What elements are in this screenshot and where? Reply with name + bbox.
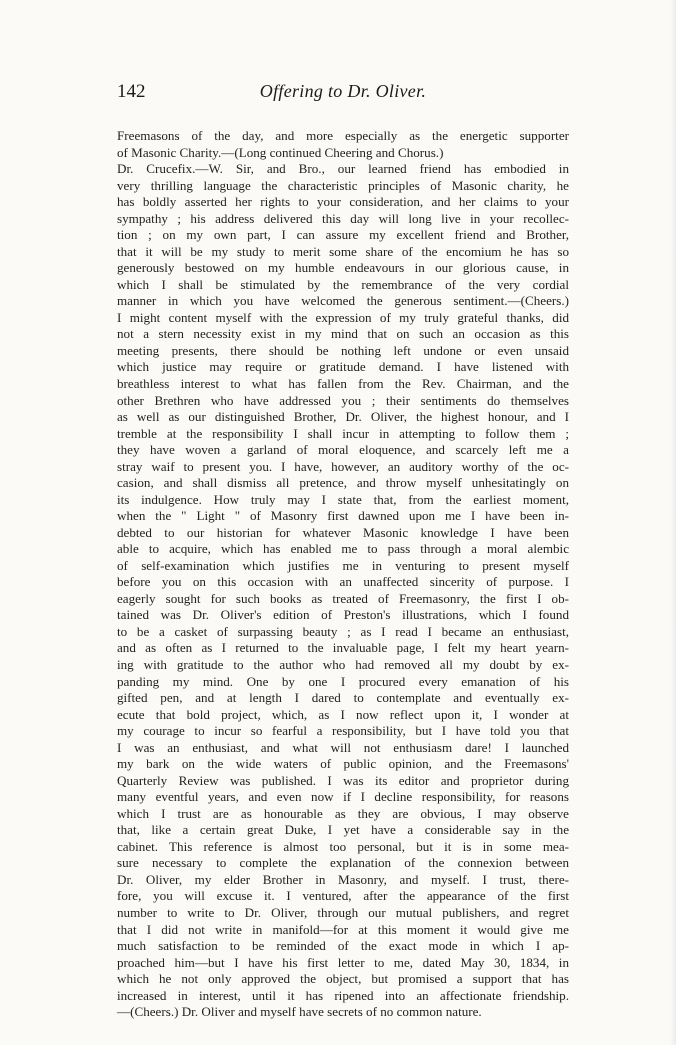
body-text (117, 128, 569, 1021)
text-line: sure necessary to complete the explanation of the connexion between (117, 855, 569, 871)
text-line: eagerly sought for such books as treated of Freemasonry, the first I ob- (117, 590, 569, 606)
text-line: that I did not write in manifold—for at this moment it would give me (117, 921, 569, 937)
text-line: fore, you will excuse it. I ventured, after the appearance of the first (117, 888, 569, 904)
text-line: very thrilling language the characteristic principles of Masonic charity, he (117, 177, 569, 193)
text-line: proached him—but I have his first letter to me, dated May 30, 1834, in (117, 954, 569, 970)
text-line: to be a casket of surpassing beauty ; as I read I became an enthusiast, (117, 623, 569, 639)
text-line: sympathy ; his address delivered this day will long live in your recollec- (117, 210, 569, 226)
text-line: able to acquire, which has enabled me to pass through a moral alembic (117, 541, 569, 557)
text-line: ing with gratitude to the author who had removed all my doubt by ex- (117, 657, 569, 672)
text-line: that, like a certain great Duke, I yet have a considerable say in the (117, 822, 569, 838)
text-line: —(Cheers.) Dr. Oliver and myself have secrets of no common nature. (117, 1004, 482, 1020)
text-line: has boldly asserted her rights to your consideration, and her claims to your (117, 194, 569, 210)
text-line: which justice may require or gratitude demand. I have listened with (117, 359, 569, 375)
text-line: Freemasons of the day, and more especially as the energetic supporter (117, 128, 569, 143)
text-line: tained was Dr. Oliver's edition of Preston's illustrations, which I found (117, 607, 569, 623)
text-line: of Masonic Charity.—(Long continued Cheering and Chorus.) (117, 144, 444, 160)
text-line: my bark on the wide waters of public opinion, and the Freemasons' (117, 756, 569, 772)
text-line: cabinet. This reference is almost too personal, but it is in some mea- (117, 838, 569, 854)
text-line: before you on this occasion with an unaffected sincerity of purpose. I (117, 574, 569, 590)
text-line: when the " Light " of Masonry first dawned upon me I have been in- (117, 508, 569, 524)
text-line: meeting presents, there should be nothing left undone or even unsaid (117, 342, 569, 358)
page-number: 142 (117, 81, 146, 102)
text-line: manner in which you have welcomed the generous sentiment.—(Cheers.) (117, 293, 569, 309)
text-line: as well as our distinguished Brother, Dr. Oliver, the highest honour, and I (117, 409, 569, 425)
text-line: ecute that bold project, which, as I now reflect upon it, I wonder at (117, 706, 569, 722)
text-line: increased in interest, until it has ripened into an affectionate friendship. (117, 987, 569, 1003)
text-line: debted to our historian for whatever Masonic knowledge I have been (117, 524, 569, 540)
text-line: and as often as I returned to the invaluable page, I felt my heart yearn- (117, 640, 569, 656)
text-line: gifted pen, and at length I dared to contemplate and eventually ex- (117, 690, 569, 706)
text-line: they have woven a garland of moral eloquence, and scarcely left me a (117, 442, 569, 458)
page-header (117, 81, 569, 109)
running-title: Offering to Dr. Oliver. (259, 81, 427, 101)
text-line: I might content myself with the expression of my truly grateful thanks, did (117, 309, 569, 325)
text-line: my courage to incur so fearful a responsibility, but I have told you that (117, 723, 569, 739)
text-line: Dr. Crucefix.—W. Sir, and Bro., our learned friend has embodied in (117, 161, 569, 177)
page-edge-shadow (670, 0, 676, 1045)
text-line: which he not only approved the object, but promised a support that has (117, 971, 569, 987)
text-line: which I shall be stimulated by the remembrance of the very cordial (117, 276, 569, 292)
text-line: tremble at the responsibility I shall incur in attempting to follow them ; (117, 425, 569, 441)
text-line: breathless interest to what has fallen from the Rev. Chairman, and the (117, 375, 569, 391)
text-line: Dr. Oliver, my elder Brother in Masonry, and myself. I trust, there- (117, 871, 569, 887)
text-line: stray waif to present you. I have, however, an auditory worthy of the oc- (117, 458, 569, 474)
text-line: casion, and shall dismiss all pretence, and throw myself unhesitatingly on (117, 475, 569, 491)
text-line: of self-examination which justifies me in venturing to present myself (117, 557, 569, 573)
text-line: that it will be my study to merit some share of the encomium he has so (117, 243, 569, 259)
text-line: which I trust are as honourable as they are obvious, I may observe (117, 805, 569, 821)
text-line: many eventful years, and even now if I decline responsibility, for reasons (117, 789, 569, 805)
text-line: not a stern necessity exist in my mind that on such an occasion as this (117, 326, 569, 342)
text-line: number to write to Dr. Oliver, through our mutual publishers, and regret (117, 904, 569, 920)
text-line: tion ; on my own part, I can assure my excellent friend and Brother, (117, 227, 569, 243)
text-line: its indulgence. How truly may I state that, from the earliest moment, (117, 491, 569, 507)
text-line: panding my mind. One by one I procured every emanation of his (117, 673, 569, 689)
text-line: much satisfaction to be reminded of the exact mode in which I ap- (117, 938, 569, 954)
text-line: other Brethren who have addressed you ; their sentiments do themselves (117, 392, 569, 408)
text-line: Quarterly Review was published. I was its editor and proprietor during (117, 772, 569, 788)
text-line: I was an enthusiast, and what will not enthusiasm dare! I launched (117, 739, 569, 755)
text-line: generously bestowed on my humble endeavours in our glorious cause, in (117, 260, 569, 276)
